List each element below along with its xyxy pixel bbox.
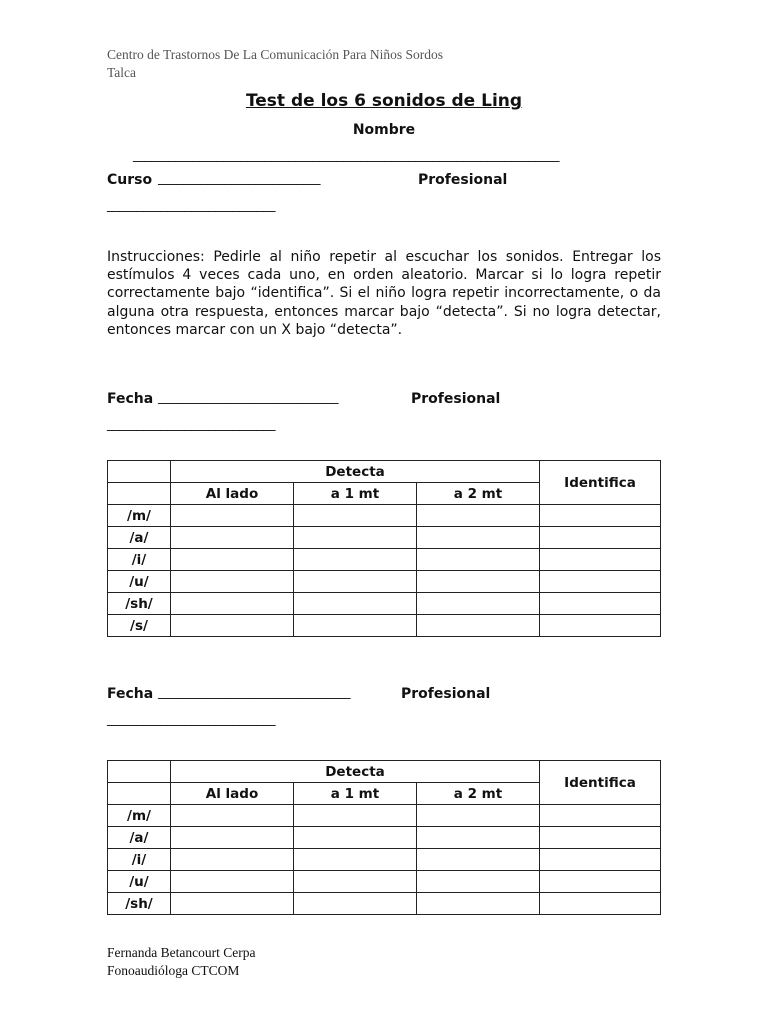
answer-cell[interactable] — [294, 571, 417, 593]
instructions: Instrucciones: Pedirle al niño repetir al escuchar los sonidos. Entregar los estímulos 4 veces cada uno, en orden aleatorio. Marcar si lo logra repetir correctamente bajo “identifica”. Si el niño logra repetir incorrectamente, o da alguna otra respuesta, entonces marcar bajo “detecta”. Si no logra detectar, entonces marcar con un X bajo “detecta”. — [107, 249, 661, 338]
answer-cell[interactable] — [171, 849, 294, 871]
fecha-line-1[interactable]: ______________________________ — [158, 390, 338, 405]
table-corner-cell — [108, 483, 171, 505]
answer-cell[interactable] — [417, 827, 540, 849]
profesional-label: Profesional — [418, 172, 508, 188]
answer-cell[interactable] — [540, 571, 661, 593]
sub-header-2mt: a 2 mt — [417, 483, 540, 505]
answer-cell[interactable] — [171, 893, 294, 915]
answer-cell[interactable] — [294, 805, 417, 827]
sub-header-1mt: a 1 mt — [294, 483, 417, 505]
answer-cell[interactable] — [294, 893, 417, 915]
answer-cell[interactable] — [294, 827, 417, 849]
answer-cell[interactable] — [294, 849, 417, 871]
profesional-line[interactable]: ____________________________ — [107, 198, 275, 213]
answer-cell[interactable] — [417, 871, 540, 893]
author-role: Fonoaudióloga CTCOM — [107, 963, 240, 978]
table-row — [108, 527, 661, 549]
table-row — [108, 505, 661, 527]
detecta-header: Detecta — [171, 461, 540, 483]
curso-line[interactable]: ___________________________ — [158, 171, 320, 186]
page-title: Test de los 6 sonidos de Ling — [245, 91, 523, 111]
table-corner-cell — [108, 783, 171, 805]
sound-label: /s/ — [108, 615, 171, 637]
identifica-header: Identifica — [540, 461, 661, 505]
answer-cell[interactable] — [417, 571, 540, 593]
answer-cell[interactable] — [171, 615, 294, 637]
table-row — [108, 571, 661, 593]
answer-cell[interactable] — [171, 827, 294, 849]
answer-cell[interactable] — [417, 893, 540, 915]
table-row — [108, 893, 661, 915]
answer-cell[interactable] — [294, 615, 417, 637]
answer-cell[interactable] — [294, 505, 417, 527]
answer-cell[interactable] — [417, 593, 540, 615]
sound-label: /i/ — [108, 849, 171, 871]
answer-cell[interactable] — [540, 893, 661, 915]
sound-label: /u/ — [108, 871, 171, 893]
fecha-label-2: Fecha — [107, 686, 154, 702]
sound-label: /a/ — [108, 827, 171, 849]
table-corner-cell — [108, 461, 171, 483]
answer-cell[interactable] — [417, 505, 540, 527]
sound-label: /a/ — [108, 527, 171, 549]
answer-cell[interactable] — [540, 805, 661, 827]
answer-cell[interactable] — [171, 593, 294, 615]
sub-header-al-lado: Al lado — [171, 783, 294, 805]
answer-cell[interactable] — [540, 615, 661, 637]
table-row — [108, 593, 661, 615]
org-name: Centro de Trastornos De La Comunicación Para Niños Sordos — [107, 47, 443, 62]
answer-cell[interactable] — [294, 527, 417, 549]
answer-cell[interactable] — [417, 549, 540, 571]
identifica-header: Identifica — [540, 761, 661, 805]
answer-cell[interactable] — [540, 505, 661, 527]
table-row — [108, 871, 661, 893]
org-city: Talca — [107, 65, 137, 80]
nombre-label: Nombre — [352, 122, 416, 138]
answer-cell[interactable] — [540, 527, 661, 549]
ling-table-1 — [107, 460, 661, 637]
answer-cell[interactable] — [294, 549, 417, 571]
ling-table-2 — [107, 760, 661, 915]
answer-cell[interactable] — [417, 615, 540, 637]
sub-header-al-lado: Al lado — [171, 483, 294, 505]
sound-label: /m/ — [108, 805, 171, 827]
answer-cell[interactable] — [294, 593, 417, 615]
table-row — [108, 805, 661, 827]
answer-cell[interactable] — [171, 571, 294, 593]
fecha-label-1: Fecha — [107, 391, 154, 407]
sound-label: /sh/ — [108, 893, 171, 915]
sound-label: /u/ — [108, 571, 171, 593]
answer-cell[interactable] — [171, 527, 294, 549]
table-row — [108, 849, 661, 871]
table-row — [108, 615, 661, 637]
profesional-label-1: Profesional — [411, 391, 501, 407]
author-name: Fernanda Betancourt Cerpa — [107, 945, 256, 960]
sound-label: /i/ — [108, 549, 171, 571]
sub-header-2mt: a 2 mt — [417, 783, 540, 805]
table-corner-cell — [108, 761, 171, 783]
answer-cell[interactable] — [540, 593, 661, 615]
sound-label: /m/ — [108, 505, 171, 527]
table-row — [108, 549, 661, 571]
detecta-header: Detecta — [171, 761, 540, 783]
profesional-line-2[interactable]: ____________________________ — [107, 712, 275, 727]
answer-cell[interactable] — [171, 549, 294, 571]
answer-cell[interactable] — [540, 549, 661, 571]
answer-cell[interactable] — [540, 849, 661, 871]
answer-cell[interactable] — [171, 805, 294, 827]
profesional-line-1[interactable]: ____________________________ — [107, 417, 275, 432]
sub-header-1mt: a 1 mt — [294, 783, 417, 805]
answer-cell[interactable] — [417, 805, 540, 827]
answer-cell[interactable] — [294, 871, 417, 893]
curso-label: Curso — [107, 172, 153, 188]
nombre-line[interactable]: _______________________________________________________________________ — [133, 148, 559, 163]
answer-cell[interactable] — [417, 849, 540, 871]
answer-cell[interactable] — [540, 827, 661, 849]
answer-cell[interactable] — [417, 527, 540, 549]
answer-cell[interactable] — [171, 505, 294, 527]
answer-cell[interactable] — [171, 871, 294, 893]
fecha-line-2[interactable]: ________________________________ — [158, 685, 350, 700]
answer-cell[interactable] — [540, 871, 661, 893]
table-row — [108, 827, 661, 849]
sound-label: /sh/ — [108, 593, 171, 615]
profesional-label-2: Profesional — [401, 686, 491, 702]
